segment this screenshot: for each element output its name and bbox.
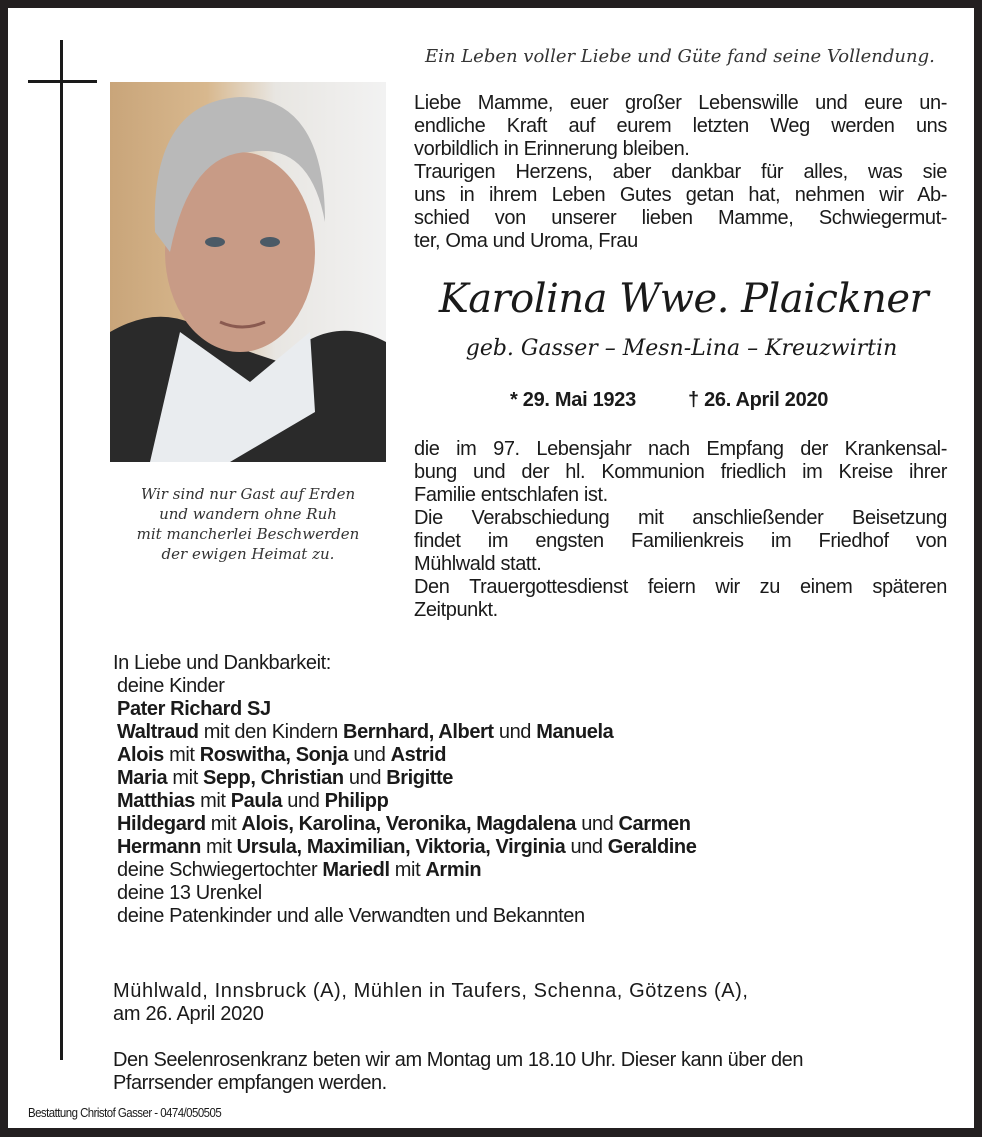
text-line: die im 97. Lebensjahr nach Empfang der Krankensal-: [414, 438, 947, 460]
family-member-name: Carmen: [618, 813, 691, 835]
family-member-name: Paula: [230, 790, 283, 812]
text-line: Familie entschlafen ist.: [414, 484, 608, 506]
family-text: mit: [205, 813, 242, 835]
text-line: Den Trauergottesdienst feiern wir zu einem späteren: [414, 576, 947, 598]
family-text: mit: [167, 767, 204, 789]
text-line: endliche Kraft auf eurem letzten Weg werden uns: [414, 115, 947, 137]
family-line: [117, 744, 446, 767]
rosary-text: Den Seelenrosenkranz beten wir am Montag um 18.10 Uhr. Dieser kann über den: [113, 1049, 803, 1071]
date-line: am 26. April 2020: [113, 1003, 264, 1025]
motto: Ein Leben voller Liebe und Güte fand seine Vollendung.: [425, 46, 935, 67]
family-member-name: Mariedl: [322, 859, 390, 881]
poem-line: der ewigen Heimat zu.: [161, 545, 335, 563]
family-text: deine Schwiegertochter: [117, 859, 323, 881]
family-text: deine Kinder: [117, 675, 225, 697]
text-line: ter, Oma und Uroma, Frau: [414, 230, 638, 252]
family-member-name: Sepp, Christian: [203, 767, 344, 789]
family-text: und: [343, 767, 387, 789]
family-text: mit: [200, 836, 237, 858]
family-line: [117, 813, 691, 836]
family-member-name: Brigitte: [386, 767, 454, 789]
poem-line: Wir sind nur Gast auf Erden: [140, 485, 356, 503]
family-text: deine Patenkinder und alle Verwandten und Bekannten: [117, 905, 585, 927]
family-text: und: [493, 721, 537, 743]
family-member-name: Alois: [117, 744, 164, 766]
family-line: [117, 698, 271, 721]
family-line: [117, 905, 585, 928]
text-line: uns in ihrem Leben Gutes getan hat, nehmen wir Ab-: [414, 184, 947, 206]
family-text: und: [348, 744, 391, 766]
family-text: mit: [194, 790, 231, 812]
text-line: vorbildlich in Erinnerung bleiben.: [414, 138, 690, 160]
death-date: † 26. April 2020: [688, 389, 829, 411]
family-member-name: Pater Richard SJ: [117, 698, 271, 720]
family-text: mit den Kindern: [198, 721, 344, 743]
family-text: mit: [389, 859, 426, 881]
text-line: Mühlwald statt.: [414, 553, 542, 575]
portrait-photo: [110, 82, 386, 462]
cross-icon-bar: [28, 80, 97, 83]
text-line: Zeitpunkt.: [414, 599, 498, 621]
text-line: bung und der hl. Kommunion friedlich im Kreise ihrer: [414, 461, 947, 483]
family-member-name: Armin: [425, 859, 482, 881]
family-line: [117, 721, 613, 744]
family-member-name: Hildegard: [117, 813, 206, 835]
poem-line: und wandern ohne Ruh: [159, 505, 337, 523]
text-line: schied von unserer lieben Mamme, Schwiegermut-: [414, 207, 947, 229]
family-member-name: Roswitha, Sonja: [199, 744, 349, 766]
poem: [110, 484, 386, 564]
family-text: und: [576, 813, 619, 835]
birth-date: * 29. Mai 1923: [510, 389, 636, 411]
family-heading: In Liebe und Dankbarkeit:: [113, 652, 331, 674]
family-line: [117, 675, 225, 698]
family-member-name: Waltraud: [117, 721, 199, 743]
family-text: und: [282, 790, 325, 812]
poem-line: mit mancherlei Beschwerden: [136, 525, 360, 543]
family-text: deine 13 Urenkel: [117, 882, 262, 904]
family-member-name: Hermann: [117, 836, 201, 858]
text-line: Die Verabschiedung mit anschließender Beisetzung: [414, 507, 947, 529]
family-line: [117, 767, 453, 790]
family-member-name: Ursula, Maximilian, Viktoria, Virginia: [236, 836, 566, 858]
funeral-home-footer: Bestattung Christof Gasser - 0474/050505: [28, 1105, 222, 1120]
text-line: Traurigen Herzens, aber dankbar für alles, was sie: [414, 161, 947, 183]
family-line: [117, 836, 696, 859]
family-member-name: Matthias: [117, 790, 195, 812]
family-member-name: Manuela: [536, 721, 614, 743]
family-member-name: Astrid: [390, 744, 447, 766]
cross-icon: [60, 40, 63, 1060]
family-line: [117, 790, 388, 813]
family-member-name: Bernhard, Albert: [343, 721, 494, 743]
text-line: Liebe Mamme, euer großer Lebenswille und eure un-: [414, 92, 947, 114]
family-member-name: Philipp: [324, 790, 389, 812]
family-line: [117, 882, 262, 905]
family-line: [117, 859, 481, 882]
family-text: und: [565, 836, 608, 858]
rosary-text: Pfarrsender empfangen werden.: [113, 1072, 387, 1094]
deceased-subname: geb. Gasser – Mesn-Lina – Kreuzwirtin: [465, 336, 898, 361]
family-member-name: Maria: [117, 767, 168, 789]
deceased-name: Karolina Wwe. Plaickner: [438, 276, 929, 322]
family-member-name: Alois, Karolina, Veronika, Magdalena: [241, 813, 577, 835]
family-member-name: Geraldine: [607, 836, 697, 858]
family-text: mit: [163, 744, 200, 766]
text-line: findet im engsten Familienkreis im Friedhof von: [414, 530, 947, 552]
places: Mühlwald, Innsbruck (A), Mühlen in Taufers, Schenna, Götzens (A),: [113, 980, 749, 1002]
